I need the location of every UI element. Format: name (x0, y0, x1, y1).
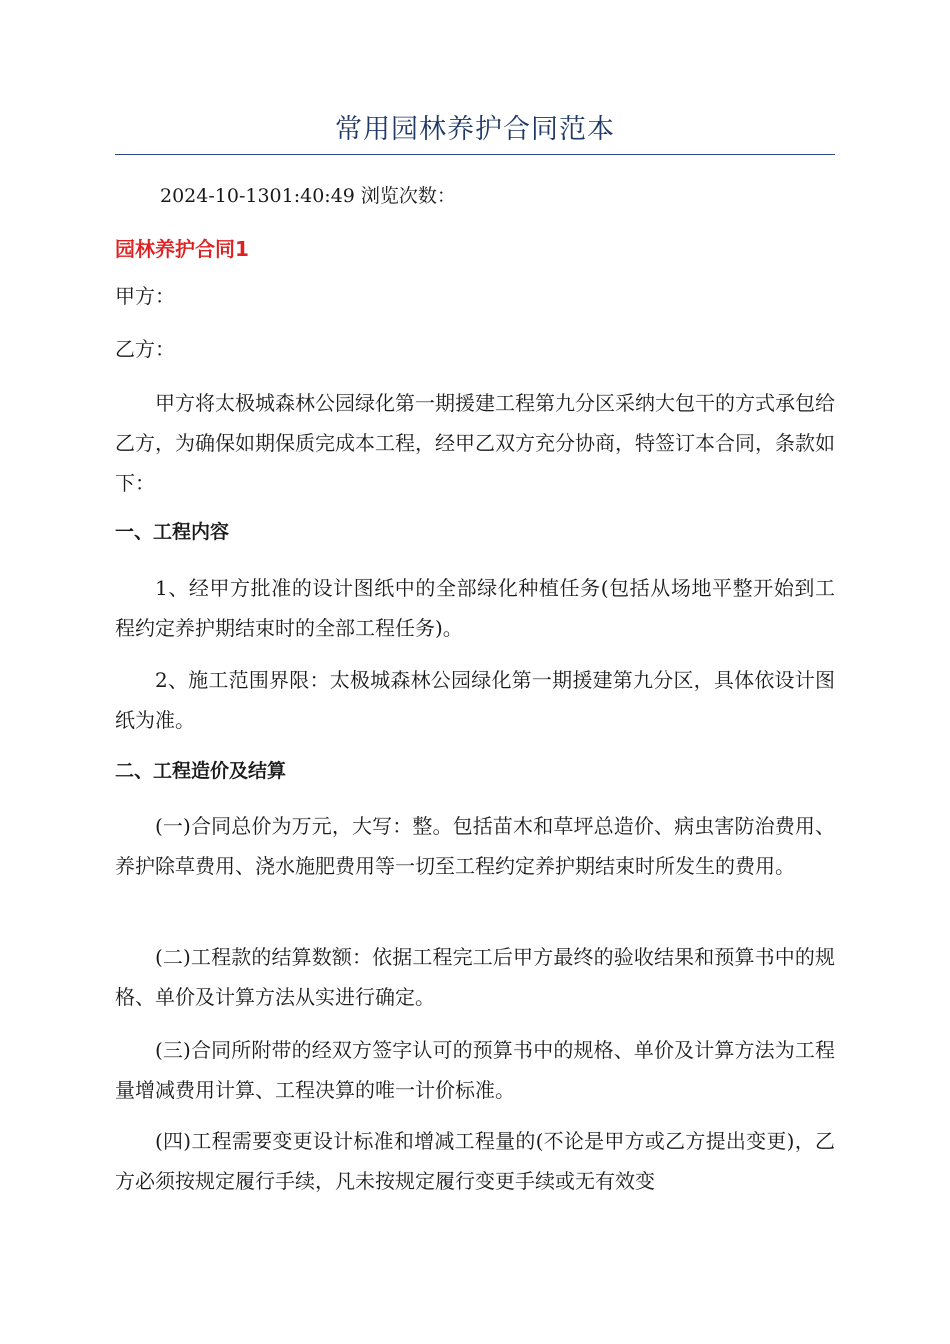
party-b-label: 乙方： (115, 337, 175, 361)
clause-paragraph: (二)工程款的结算数额：依据工程完工后甲方最终的验收结果和预算书中的规格、单价及计算方法从实进行确定。 (115, 945, 835, 1009)
title-divider (115, 154, 835, 155)
clause-paragraph: (一)合同总价为万元，大写：整。包括苗木和草坪总造价、病虫害防治费用、养护除草费用、浇水施肥费用等一切至工程约定养护期结束时所发生的费用。 (115, 814, 835, 878)
party-a-label: 甲方： (115, 284, 175, 308)
intro-paragraph: 甲方将太极城森林公园绿化第一期援建工程第九分区采纳大包干的方式承包给乙方，为确保如期保质完成本工程，经甲乙双方充分协商，特签订本合同，条款如下： (115, 391, 835, 495)
document-meta: 2024-10-1301:40:49 浏览次数： (160, 185, 456, 207)
clause-paragraph: (三)合同所附带的经双方签字认可的预算书中的规格、单价及计算方法为工程量增减费用计算、工程决算的唯一计价标准。 (115, 1038, 835, 1102)
contract-title: 园林养护合同1 (115, 237, 249, 261)
document-title: 常用园林养护合同范本 (335, 114, 615, 145)
clause-paragraph: 1、经甲方批准的设计图纸中的全部绿化种植任务(包括从场地平整开始到工程约定养护期结束时的全部工程任务)。 (115, 576, 835, 640)
section-heading-2: 二、工程造价及结算 (115, 760, 287, 782)
clause-paragraph: 2、施工范围界限：太极城森林公园绿化第一期援建第九分区，具体依设计图纸为准。 (115, 668, 835, 732)
clause-paragraph: (四)工程需要变更设计标准和增减工程量的(不论是甲方或乙方提出变更)，乙方必须按规定履行手续，凡未按规定履行变更手续或无有效变 (115, 1129, 835, 1193)
section-heading-1: 一、工程内容 (115, 521, 230, 543)
